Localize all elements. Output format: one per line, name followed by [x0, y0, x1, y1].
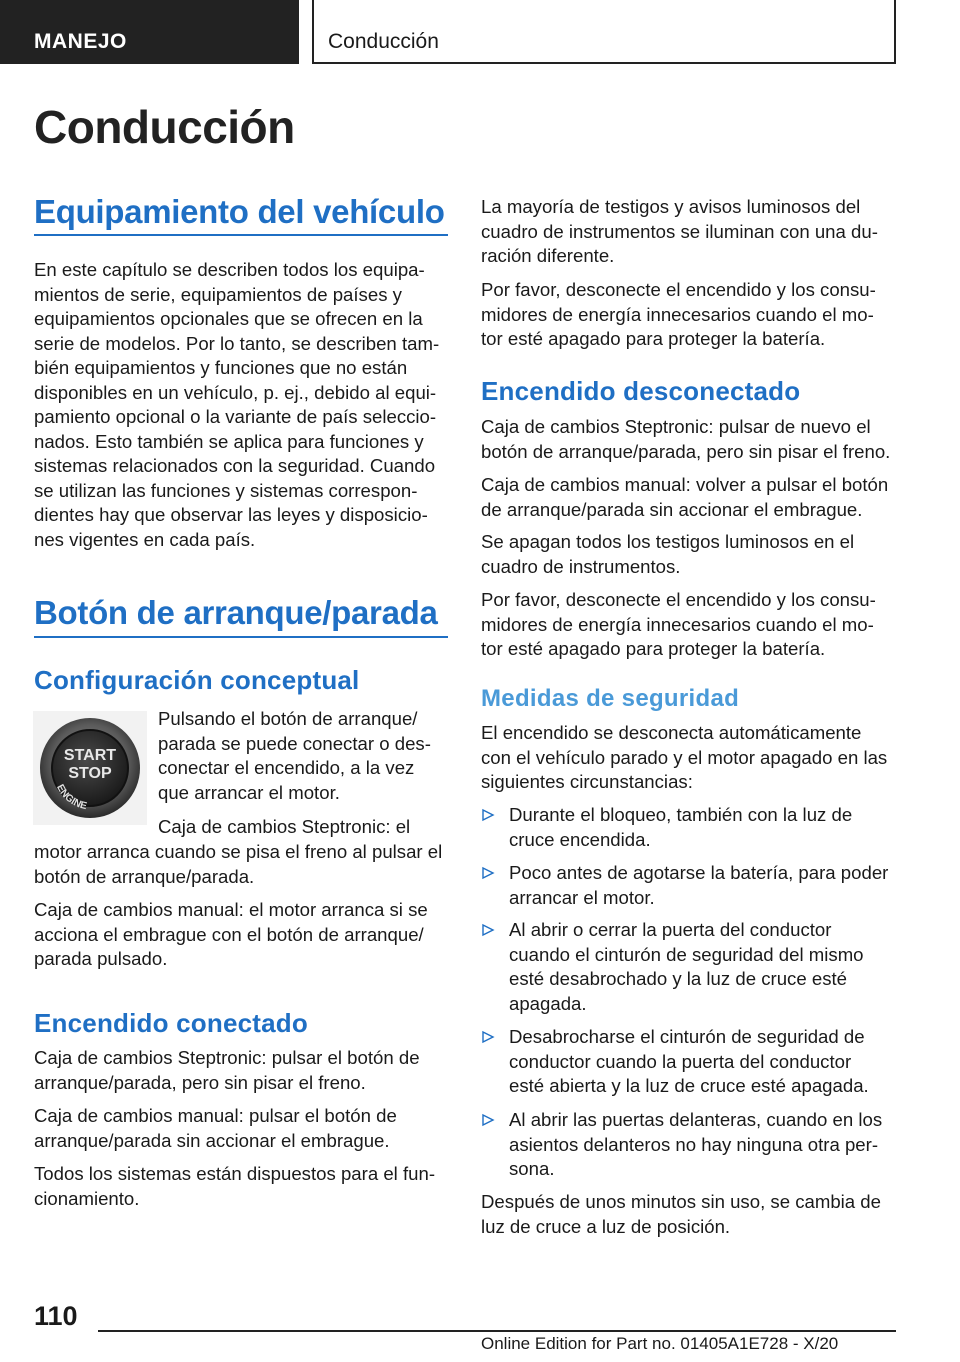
- paragraph-equipamiento: [34, 258, 439, 552]
- text-line: dientes hay que observar las leyes y disposicio‐: [34, 504, 428, 525]
- stop-label: STOP: [68, 765, 112, 782]
- paragraph-off-2: [481, 473, 888, 522]
- text-line: mientos de serie, equipamientos de países y: [34, 283, 402, 305]
- text-line: sistemas relacionados con la seguridad. Cuando: [34, 455, 436, 476]
- text-line: con el vehículo parado y el motor apagado en las: [481, 746, 888, 768]
- text-line: midores de energía innecesarios cuando el mo‐: [481, 613, 874, 635]
- text-line: arranque/parada, pero sin pisar el freno.: [34, 1071, 366, 1093]
- header-section-label: MANEJO: [34, 30, 127, 53]
- text-line: tor esté apagado para proteger la batería.: [481, 638, 826, 659]
- text-line: midores de energía innecesarios cuando el mo‐: [481, 303, 874, 325]
- text-line: esté desabrochado y la luz de cruce esté: [509, 968, 847, 989]
- text-line: Al abrir o cerrar la puerta del conductor: [509, 919, 832, 940]
- text-line: Por favor, desconecte el encendido y los consu‐: [481, 279, 876, 300]
- text-line: siguientes circunstancias:: [481, 771, 693, 792]
- text-line: cruce encendida.: [509, 828, 651, 850]
- text-line: Caja de cambios Steptronic: pulsar de nuevo el: [481, 416, 871, 437]
- heading-encendido-desconectado: Encendido desconectado: [481, 376, 801, 406]
- text-line: acciona el embrague con el botón de arranque/: [34, 923, 424, 945]
- triangle-bullet-icon: [481, 1027, 495, 1047]
- text-line: Todos los sistemas están dispuestos para el fun‐: [34, 1163, 436, 1184]
- footer-rule: [98, 1330, 896, 1332]
- triangle-bullet-icon: [481, 920, 495, 940]
- text-line: Por favor, desconecte el encendido y los consu‐: [481, 589, 876, 610]
- text-line: botón de arranque/parada.: [34, 865, 255, 887]
- heading-equipamiento: Equipamiento del vehículo: [34, 193, 445, 230]
- paragraph-config-3: [34, 898, 428, 972]
- text-line: Pulsando el botón de arranque/: [158, 708, 418, 729]
- text-line: nados. Esto también se aplica para funciones y: [34, 430, 424, 452]
- heading-configuracion: Configuración conceptual: [34, 665, 360, 695]
- bullet-text: [509, 1025, 869, 1099]
- text-line: bién equipamientos y funciones que no están: [34, 357, 408, 378]
- text-line: Caja de cambios manual: volver a pulsar el botón: [481, 474, 889, 495]
- paragraph-on-3: [34, 1162, 435, 1211]
- triangle-bullet-icon: [481, 863, 495, 883]
- text-line: motor arranca cuando se pisa el freno al pulsar el: [34, 841, 443, 862]
- text-line: arrancar el motor.: [509, 886, 655, 908]
- header-title-label: Conducción: [328, 30, 439, 53]
- heading-rule: [34, 636, 448, 638]
- triangle-bullet-icon: [481, 805, 495, 825]
- text-line: Caja de cambios manual: pulsar el botón de: [34, 1105, 397, 1126]
- text-line: nes vigentes en cada país.: [34, 528, 256, 550]
- text-line: arranque/parada sin accionar el embrague.: [34, 1129, 390, 1151]
- heading-encendido-conectado: Encendido conectado: [34, 1008, 308, 1038]
- paragraph-testigos: [481, 195, 878, 269]
- text-line: Se apagan todos los testigos luminosos en el: [481, 531, 855, 552]
- text-line: Al abrir las puertas delanteras, cuando en los: [509, 1109, 883, 1130]
- heading-boton-arranque: Botón de arranque/parada: [34, 594, 438, 631]
- text-line: asientos delanteros no hay ninguna otra per‐: [509, 1133, 879, 1155]
- text-line: cuando el cinturón de seguridad del mismo: [509, 943, 864, 965]
- bullet-text: [509, 861, 888, 910]
- start-label: START: [63, 747, 117, 764]
- text-line: En este capítulo se describen todos los equipa‐: [34, 259, 425, 280]
- footer-edition: Online Edition for Part no. 01405A1E728 - X/20: [481, 1334, 839, 1353]
- page-number: 110: [34, 1301, 78, 1331]
- text-line: cuadro de instrumentos se iluminan con una du‐: [481, 220, 878, 242]
- text-line: conductor cuando la puerta del conductor: [509, 1050, 852, 1072]
- page-title: Conducción: [34, 101, 295, 153]
- start-stop-button-image: [33, 711, 147, 825]
- paragraph-on-2: [34, 1104, 397, 1153]
- text-line: parada pulsado.: [34, 948, 168, 969]
- paragraph-off-3: [481, 530, 854, 579]
- text-line: Después de unos minutos sin uso, se cambia de: [481, 1191, 881, 1212]
- header-title-box: [312, 0, 896, 64]
- text-line: botón de arranque/parada, pero sin pisar el freno.: [481, 440, 891, 462]
- text-line: apagada.: [509, 992, 587, 1014]
- text-line: ración diferente.: [481, 245, 615, 266]
- text-line: disponibles en un vehículo, p. ej., debido al equi‐: [34, 381, 437, 403]
- text-line: esté abierta y la luz de cruce esté apagada.: [509, 1075, 869, 1096]
- header-section-tab: [0, 0, 299, 64]
- paragraph-config-2b: [34, 840, 442, 889]
- text-line: se utilizan las funciones y sistemas correspon‐: [34, 479, 418, 501]
- text-line: tor esté apagado para proteger la batería.: [481, 328, 826, 349]
- heading-medidas-seguridad: Medidas de seguridad: [481, 685, 740, 712]
- text-line: que arrancar el motor.: [158, 781, 340, 803]
- start-stop-icon: [33, 711, 147, 825]
- heading-rule: [34, 234, 448, 236]
- engine-ring-label: ENGINE: [54, 782, 88, 813]
- bullet-text: [509, 1108, 882, 1182]
- text-line: Poco antes de agotarse la batería, para poder: [509, 862, 889, 883]
- text-line: sona.: [509, 1158, 555, 1179]
- paragraph-config-1: [158, 707, 431, 805]
- paragraph-final: [481, 1190, 881, 1239]
- text-line: Durante el bloqueo, también con la luz de: [509, 804, 853, 825]
- paragraph-off-1: [481, 415, 890, 464]
- text-line: serie de modelos. Por lo tanto, se describen tam‐: [34, 332, 440, 354]
- text-line: Desabrocharse el cinturón de seguridad de: [509, 1026, 865, 1047]
- text-line: Caja de cambios manual: el motor arranca si se: [34, 899, 428, 920]
- text-line: pamiento opcional o la variante de país seleccio‐: [34, 406, 437, 427]
- text-line: conectar el encendido, a la vez: [158, 757, 415, 778]
- text-line: cionamiento.: [34, 1187, 140, 1209]
- paragraph-safety: [481, 721, 887, 795]
- bullet-text: [509, 918, 864, 1016]
- text-line: El encendido se desconecta automáticamente: [481, 722, 862, 743]
- paragraph-config-2a: [158, 815, 410, 840]
- text-line: cuadro de instrumentos.: [481, 555, 681, 577]
- text-line: Caja de cambios Steptronic: el: [158, 816, 411, 837]
- paragraph-on-1: [34, 1046, 420, 1095]
- paragraph-desconecte: [481, 278, 876, 352]
- paragraph-off-4: [481, 588, 876, 662]
- text-line: de arranque/parada sin accionar el embrague.: [481, 498, 863, 520]
- text-line: luz de cruce a luz de posición.: [481, 1215, 731, 1237]
- triangle-bullet-icon: [481, 1110, 495, 1130]
- bullet-text: [509, 803, 852, 852]
- text-line: Caja de cambios Steptronic: pulsar el botón de: [34, 1047, 420, 1068]
- text-line: parada se puede conectar o des‐: [158, 732, 431, 754]
- text-line: La mayoría de testigos y avisos luminosos del: [481, 196, 861, 217]
- text-line: equipamientos opcionales que se ofrecen en la: [34, 308, 423, 329]
